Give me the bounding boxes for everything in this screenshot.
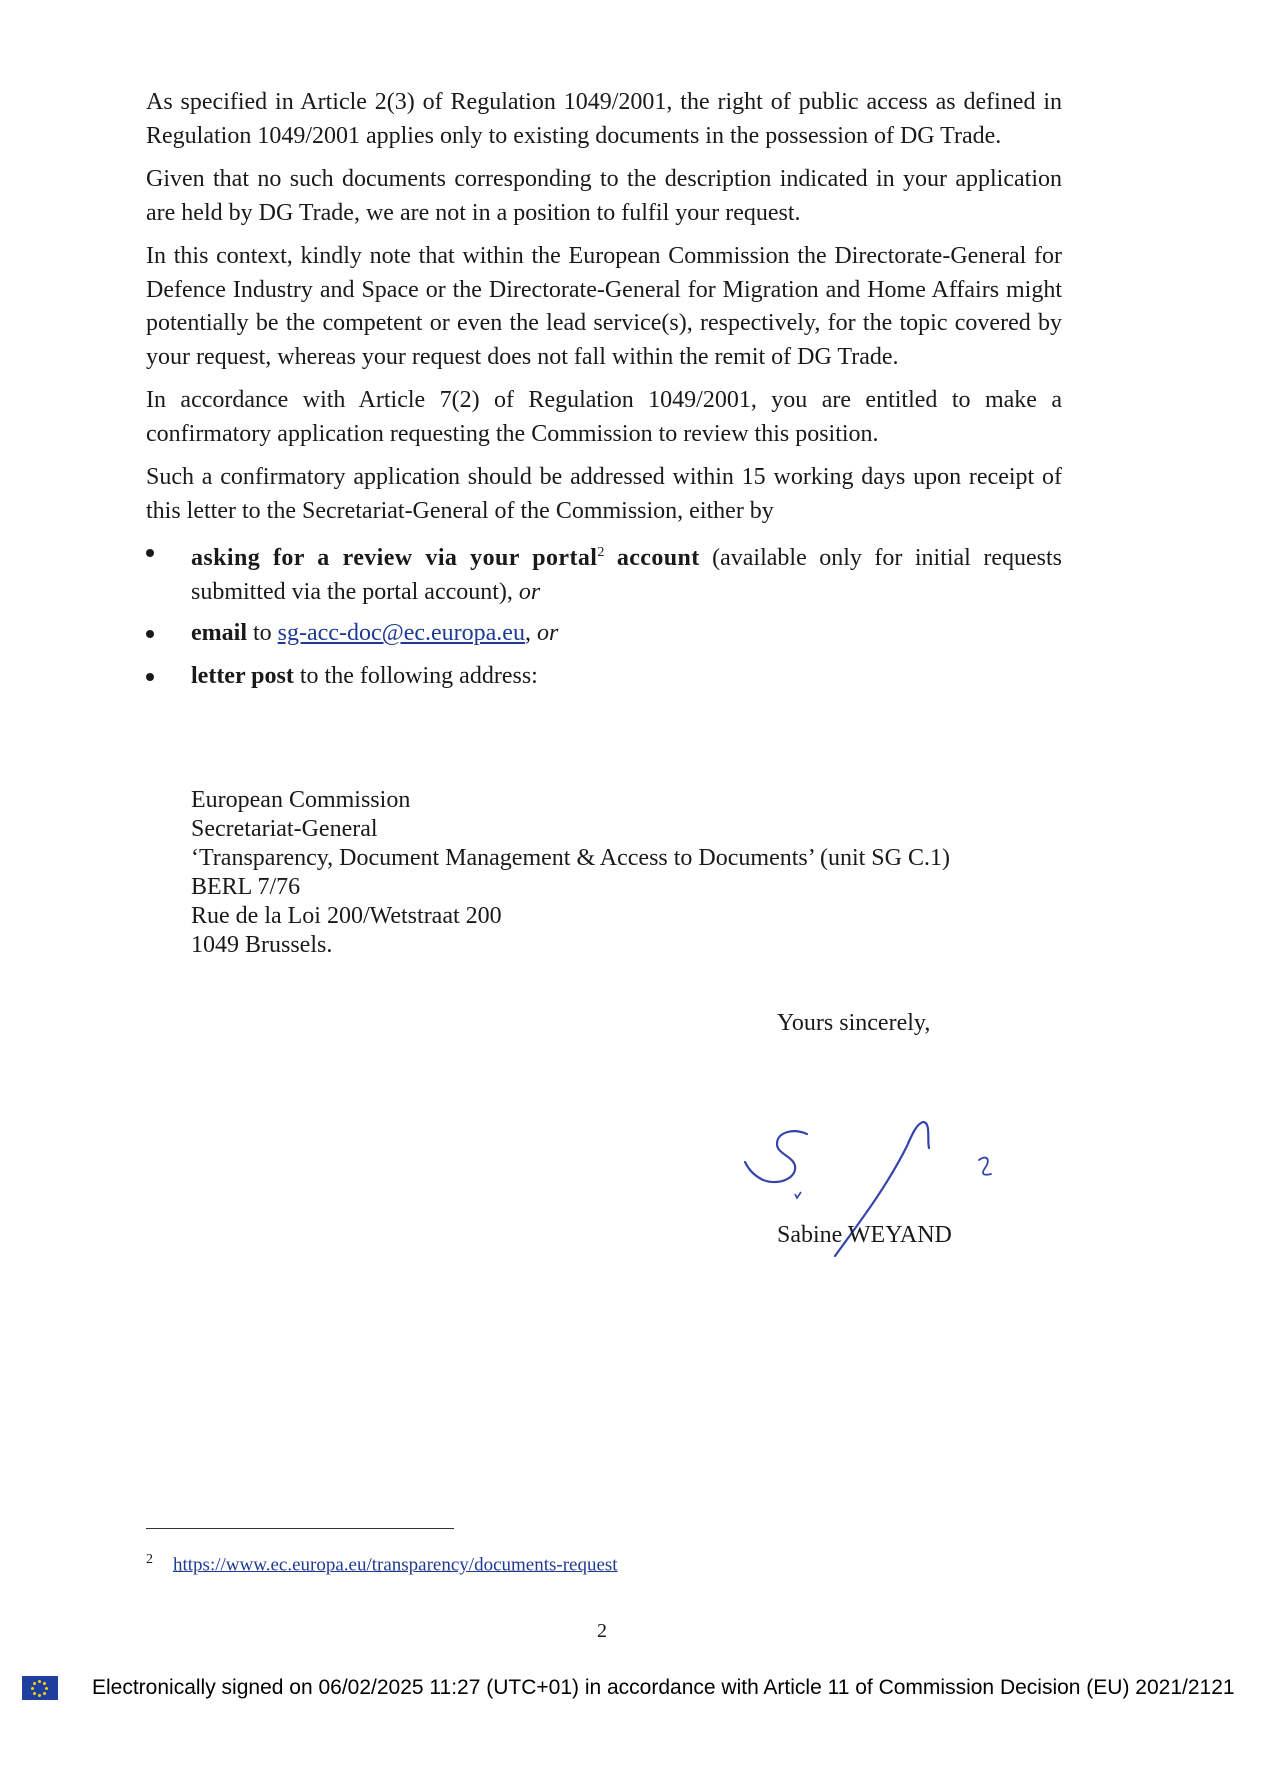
letter-body	[146, 86, 1062, 693]
paragraph-confirmatory-application: Such a confirmatory application should be addressed within 15 working days upon receipt of this letter to the Secretariat-General of the Commission, either by	[146, 464, 1062, 524]
bullet-icon	[146, 549, 154, 557]
address-line: Secretariat-General	[191, 816, 378, 842]
list-item-portal	[146, 536, 1062, 609]
electronic-signature-banner	[22, 1676, 1235, 1700]
paragraph-no-documents: Given that no such documents corresponding to the description indicated in your application are held by DG Trade, we are not in a position to fulfil your request.	[146, 166, 1062, 226]
esignature-text: Electronically signed on 06/02/2025 11:27 (UTC+01) in accordance with Article 11 of Commission Decision (EU) 2021/2121	[92, 1676, 1235, 1699]
footnote-link[interactable]: https://www.ec.europa.eu/transparency/documents-request	[173, 1554, 618, 1576]
eu-flag-icon	[22, 1676, 58, 1700]
paragraph-article-7-2: In accordance with Article 7(2) of Regulation 1049/2001, you are entitled to make a confirmatory application requesting the Commission to review this position.	[146, 387, 1062, 447]
paragraph-article-2-3: As specified in Article 2(3) of Regulation 1049/2001, the right of public access as defined in Regulation 1049/2001 applies only to existing documents in the possession of DG Trade.	[146, 89, 1062, 149]
footnote-ref[interactable]: 2	[597, 545, 605, 560]
list-item-email	[146, 617, 1062, 651]
page-number: 2	[597, 1620, 607, 1642]
closing-salutation: Yours sincerely,	[777, 1010, 931, 1036]
list-item-post	[146, 660, 1062, 694]
footnote	[146, 1552, 618, 1576]
bullet-icon	[146, 630, 154, 638]
address-line: 1049 Brussels.	[191, 932, 333, 958]
footnote-number: 2	[146, 1552, 153, 1567]
email-comma: ,	[524, 620, 531, 646]
portal-option-bold: asking for a review via your portal	[191, 545, 598, 571]
postal-address	[191, 786, 950, 960]
email-option-bold: email	[191, 620, 247, 646]
email-link[interactable]: sg-acc-doc@ec.europa.eu	[277, 620, 525, 646]
footnote-divider	[146, 1528, 454, 1529]
or-italic: or	[518, 578, 541, 605]
submission-options-list	[146, 536, 1062, 693]
post-option-text: to the following address:	[299, 662, 538, 689]
address-line: ‘Transparency, Document Management & Access to Documents’ (unit SG C.1)	[191, 845, 950, 871]
portal-account-bold: account	[616, 545, 700, 571]
or-italic: or	[536, 620, 559, 646]
address-line: BERL 7/76	[191, 874, 301, 900]
post-option-bold: letter post	[191, 662, 294, 689]
email-option-to: to	[252, 620, 272, 646]
address-line: Rue de la Loi 200/Wetstraat 200	[191, 903, 502, 929]
address-line: European Commission	[191, 787, 411, 813]
portal-option-text: (available only for initial requests submitted via the portal account),	[191, 545, 1062, 605]
bullet-icon	[146, 673, 154, 681]
paragraph-context: In this context, kindly note that within the European Commission the Directorate-General for Defence Industry and Space or the Directorate-General for Migration and Home Affairs might potentially be the competent or even the lead service(s), respectively, for the topic covered by your request, whereas your request does not fall within the remit of DG Trade.	[146, 243, 1062, 370]
signer-name: Sabine WEYAND	[777, 1222, 952, 1248]
